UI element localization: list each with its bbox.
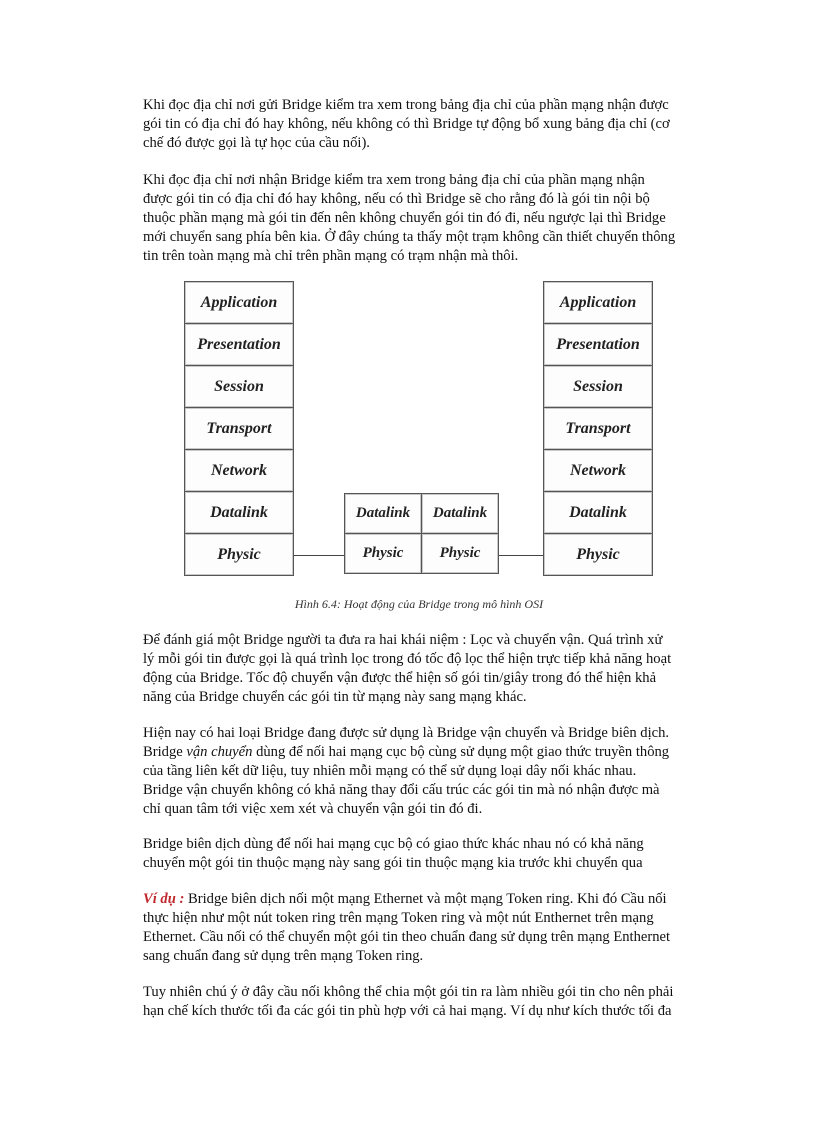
osi-layer-application: Application: [543, 281, 653, 324]
paragraph-evaluation: [143, 631, 695, 707]
text-line: Để đánh giá một Bridge người ta đưa ra hai khái niệm : Lọc và chuyển vận. Quá trình xử: [143, 632, 663, 648]
osi-layer-physic: Physic: [184, 533, 294, 576]
text-line: hạn chế kích thước tối đa các gói tin phù hợp với cả hai mạng. Ví dụ như kích thước tối đa: [143, 1003, 672, 1019]
bridge-physic-right: Physic: [421, 533, 499, 574]
osi-layer-application: Application: [184, 281, 294, 324]
osi-layer-datalink: Datalink: [543, 491, 653, 534]
emphasis-term: vận chuyển: [186, 744, 253, 760]
left-osi-stack: [184, 281, 294, 575]
text-line: [143, 890, 695, 909]
osi-layer-presentation: Presentation: [184, 323, 294, 366]
text-line: của tầng liên kết dữ liệu, tuy nhiên mỗi mạng có thể sử dụng loại dây nối khác nhau.: [143, 763, 637, 779]
osi-layer-physic: Physic: [543, 533, 653, 576]
osi-layer-transport: Transport: [543, 407, 653, 450]
osi-layer-transport: Transport: [184, 407, 294, 450]
link-line-left: [294, 555, 344, 556]
text-line: chế đó được gọi là tự học của cầu nối).: [143, 135, 370, 151]
text-fragment: Bridge: [143, 744, 187, 760]
text-line: Hiện nay có hai loại Bridge đang được sử dụng là Bridge vận chuyển và Bridge biên dịch.: [143, 725, 670, 741]
text-line: Tuy nhiên chú ý ở đây cầu nối không thể chia một gói tin ra làm nhiều gói tin cho nên phải: [143, 984, 674, 1000]
right-osi-stack: [543, 281, 653, 575]
osi-layer-datalink: Datalink: [184, 491, 294, 534]
text-line: Ethernet. Cầu nối có thể chuyển một gói tin theo chuẩn đang sử dụng trên mạng Enthernet: [143, 929, 671, 945]
text-fragment: Bridge biên dịch nối một mạng Ethernet và một mạng Token ring. Khi đó Cầu nối: [184, 891, 667, 907]
text-line: mới chuyển sang phía bên kia. Ở đây chúng ta thấy một trạm không cần thiết chuyển thông: [143, 229, 676, 245]
text-line: thực hiện như một nút token ring trên mạng Token ring và một nút Enthernet trên mạng: [143, 910, 654, 926]
text-line: Khi đọc địa chỉ nơi gửi Bridge kiểm tra xem trong bảng địa chỉ của phần mạng nhận được: [143, 97, 669, 113]
paragraph-bridge-types: [143, 724, 695, 819]
text-line: chỉ quan tâm tới việc xem xét và chuyển vận gói tin đó đi.: [143, 801, 483, 817]
paragraph-self-learning: [143, 96, 695, 153]
text-fragment: dùng để nối hai mạng cục bộ cùng sử dụng một giao thức truyền thông: [252, 744, 670, 760]
osi-layer-session: Session: [184, 365, 294, 408]
text-line: Bridge biên dịch dùng để nối hai mạng cục bộ có giao thức khác nhau nó có khả năng: [143, 836, 644, 852]
paragraph-receive-address: [143, 171, 695, 266]
text-line: được gói tin có địa chỉ đó hay không, nếu có thì Bridge sẽ cho rằng đó là gói tin nội bộ: [143, 191, 650, 207]
osi-layer-network: Network: [543, 449, 653, 492]
paragraph-size-limit: [143, 983, 695, 1021]
text-line: gói tin có địa chỉ đó hay không, nếu không có thì Bridge tự động bổ xung bảng địa chỉ (cơ: [143, 116, 670, 132]
osi-layer-presentation: Presentation: [543, 323, 653, 366]
text-line: sang chuẩn đang sử dụng trên mạng Token ring.: [143, 948, 424, 964]
figure-caption: Hình 6.4: Hoạt động của Bridge trong mô hình OSI: [294, 597, 544, 611]
text-line: Bridge vận chuyển không có khả năng thay đổi cấu trúc các gói tin mà nó nhận được mà: [143, 782, 660, 798]
text-line: lý mỗi gói tin được gọi là quá trình lọc trong đó tốc độ lọc thể hiện trực tiếp khả năng hoạt: [143, 651, 672, 667]
bridge-physic-left: Physic: [344, 533, 422, 574]
text-line: năng của Bridge chuyển các gói tin từ mạng này sang mạng khác.: [143, 689, 527, 705]
paragraph-example: [143, 890, 695, 966]
link-line-right: [499, 555, 543, 556]
paragraph-translation-bridge: [143, 835, 695, 873]
osi-layer-network: Network: [184, 449, 294, 492]
bridge-datalink-right: Datalink: [421, 493, 499, 534]
osi-layer-session: Session: [543, 365, 653, 408]
text-line: chuyển một gói tin thuộc mạng này sang gói tin thuộc mạng kia trước khi chuyển qua: [143, 855, 643, 871]
text-line: động của Bridge. Tốc độ chuyển vận được thể hiện số gói tin/giây trong đó thể hiện khả: [143, 670, 657, 686]
text-line: tin trên toàn mạng mà chỉ trên phần mạng có trạm nhận mà thôi.: [143, 248, 519, 264]
text-line: [143, 743, 695, 762]
text-line: Khi đọc địa chỉ nơi nhận Bridge kiểm tra xem trong bảng địa chỉ của phần mạng nhận: [143, 172, 645, 188]
bridge-datalink-left: Datalink: [344, 493, 422, 534]
example-label: Ví dụ :: [143, 891, 185, 907]
text-line: thuộc phần mạng mà gói tin đến nên không chuyển gói tin đó đi, nếu ngược lại thì Bridge: [143, 210, 666, 226]
